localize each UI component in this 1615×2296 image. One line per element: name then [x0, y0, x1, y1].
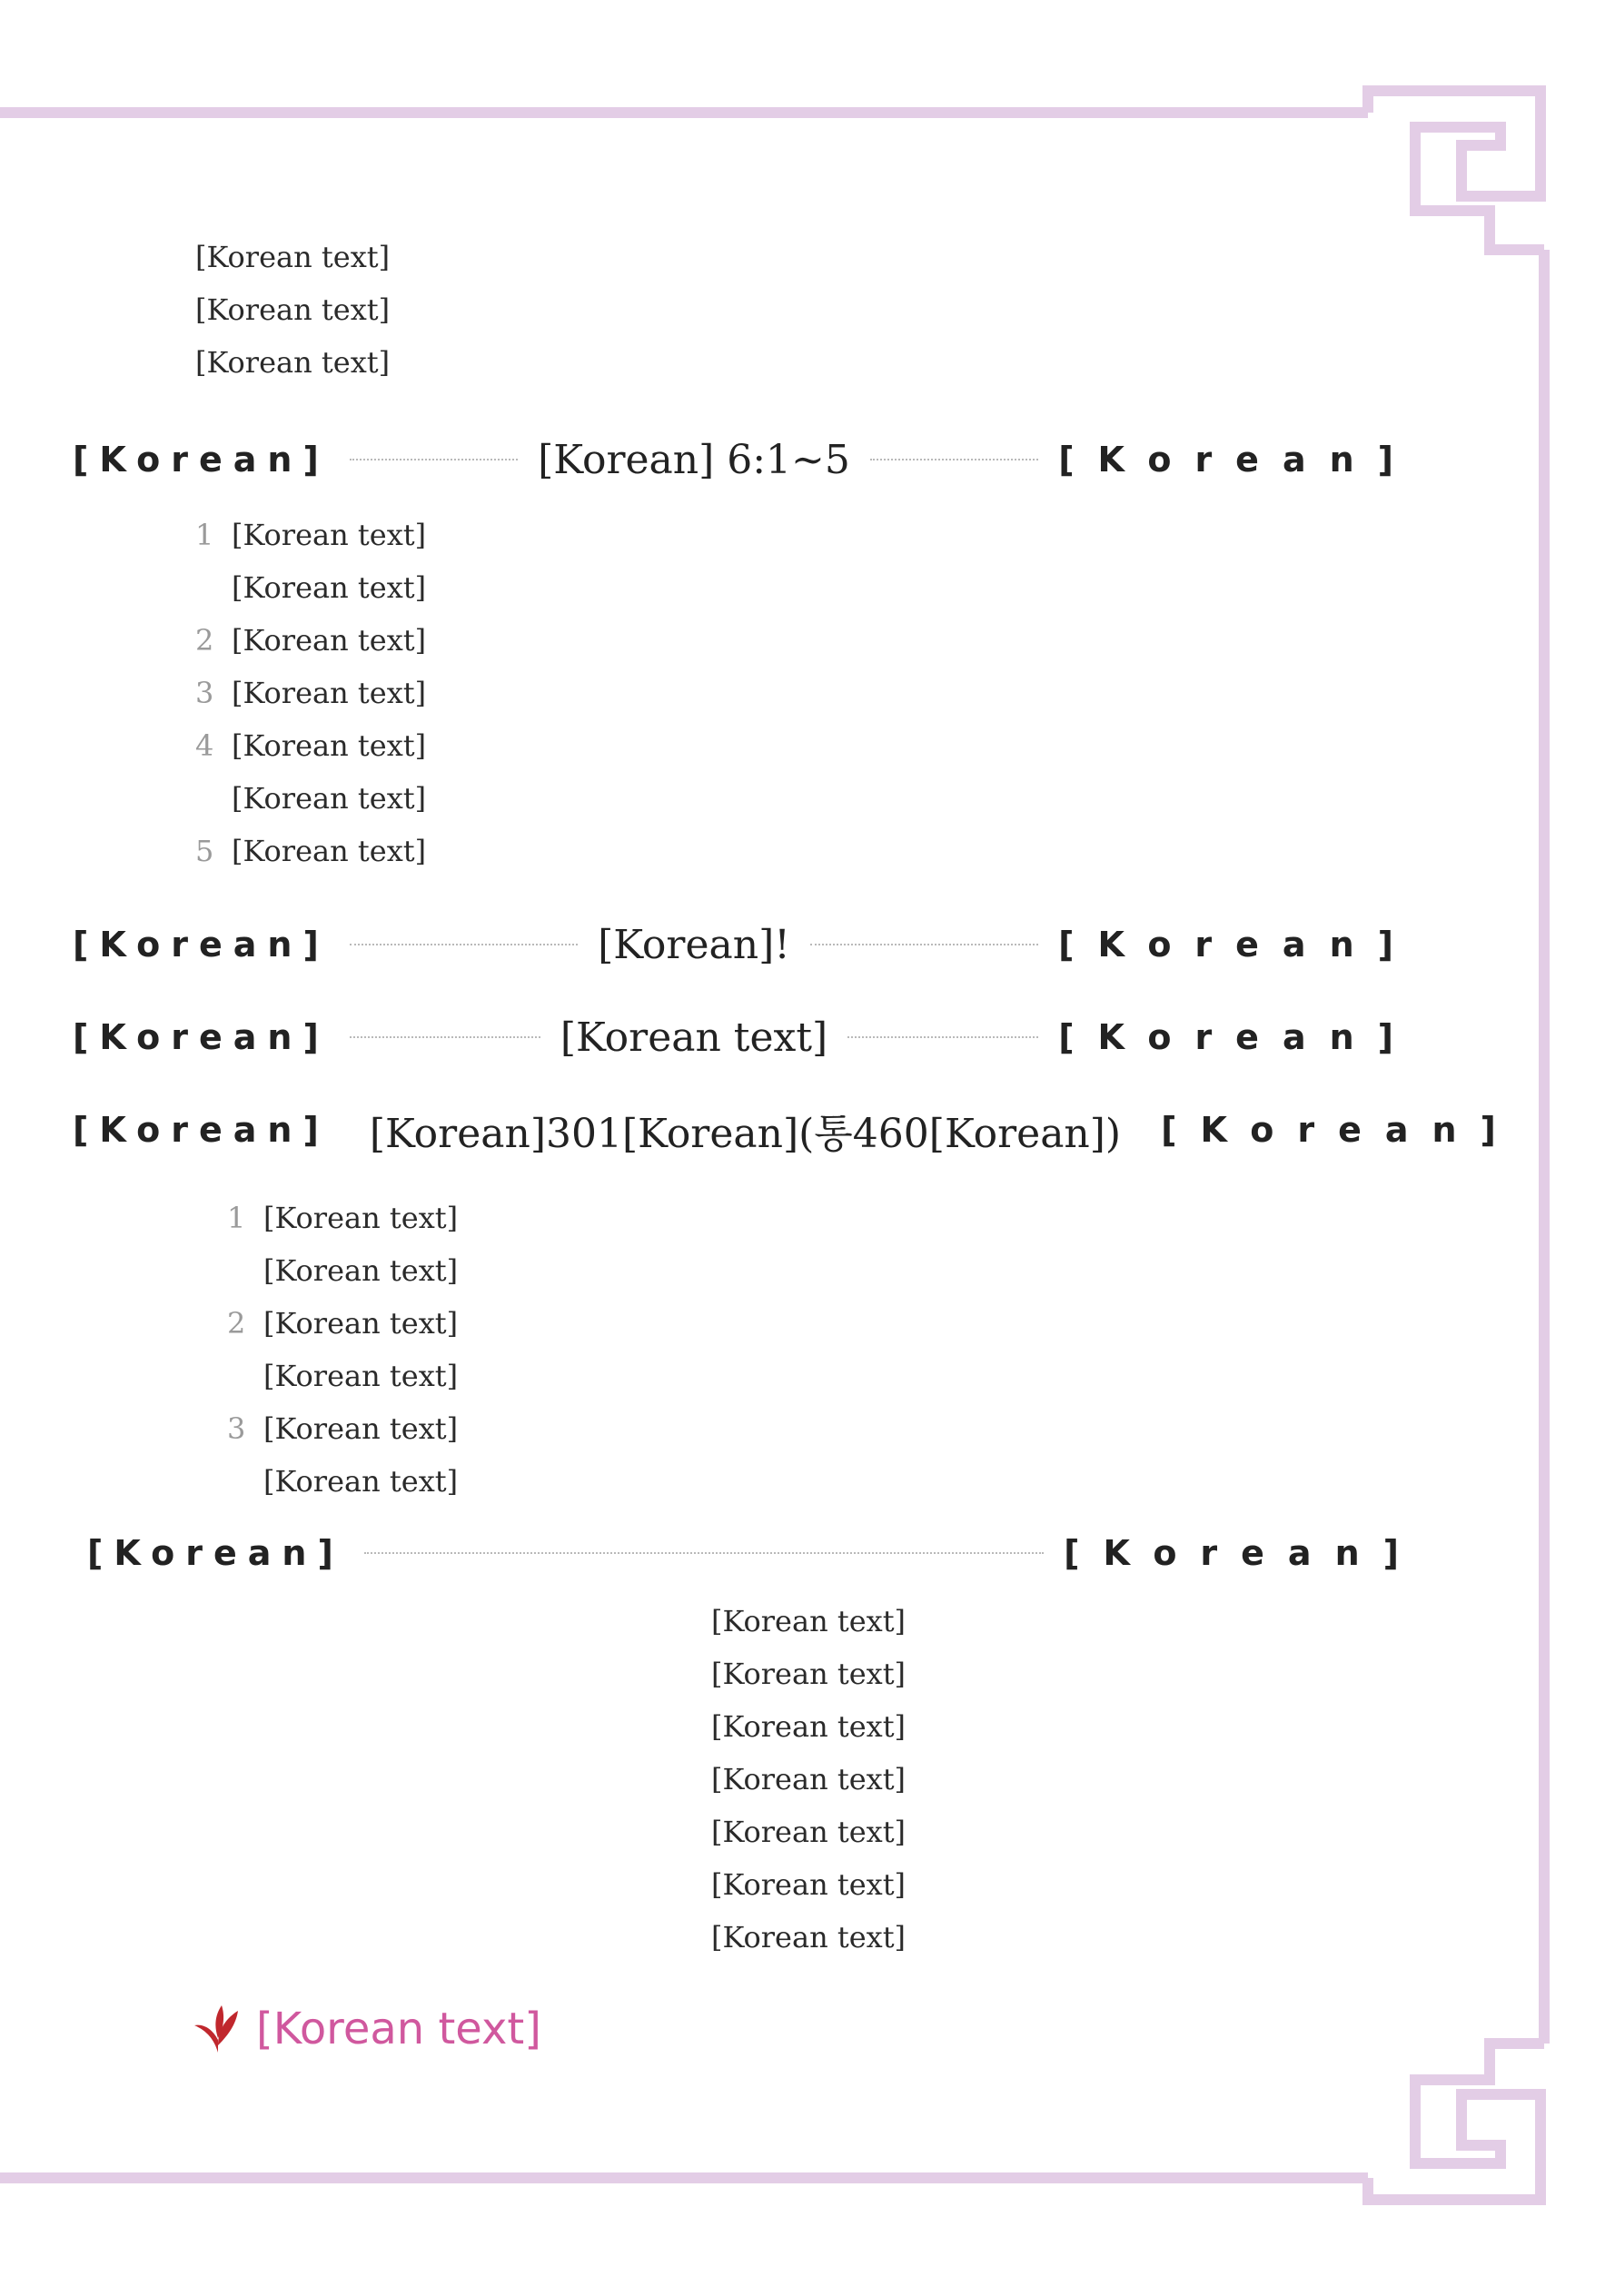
hymn-lyrics [227, 1192, 1372, 1508]
verse-line [195, 561, 1340, 614]
section-sharing [73, 1008, 1417, 1066]
section-label: [Korean] [73, 440, 330, 480]
verse-text: [Korean text] [232, 623, 427, 658]
verse-number: 1 [195, 518, 214, 552]
section-leader: [Korean] [1058, 925, 1417, 965]
hymn-text: [Korean text] [263, 1253, 459, 1288]
section-scripture-reading [73, 430, 1417, 489]
section-sermon [73, 915, 1417, 974]
hymn-line [227, 1455, 1372, 1508]
verse-text: [Korean text] [232, 728, 427, 763]
dotted-leader [364, 1552, 1044, 1554]
footer-thanks [191, 2004, 541, 2054]
verse-line [195, 509, 1340, 561]
prayer-line: [Korean text] [710, 1762, 907, 1796]
stanza-number: 3 [227, 1411, 246, 1446]
verse-line [195, 667, 1340, 719]
verse-number: 2 [195, 623, 214, 658]
hymn-line [227, 1192, 1372, 1244]
hymn-text: [Korean text] [263, 1306, 459, 1341]
dotted-leader [810, 944, 1038, 945]
hymn-line [227, 1297, 1372, 1350]
hymn-text: [Korean text] [263, 1359, 459, 1393]
verse-line [195, 825, 1340, 877]
prayer-line: [Korean text] [710, 1815, 907, 1849]
dotted-leader [870, 459, 1038, 460]
verse-text: [Korean text] [232, 570, 427, 605]
scripture-passage [195, 509, 1340, 877]
footer-message: [Korean text] [256, 2004, 541, 2054]
hymn-text: [Korean text] [263, 1201, 459, 1235]
verse-line [195, 614, 1340, 667]
prayer-line: [Korean text] [710, 1920, 907, 1955]
verse-number: 3 [195, 676, 214, 710]
intro-prayer [195, 231, 1331, 389]
verse-line [195, 719, 1340, 772]
section-label: [Korean] [73, 925, 330, 965]
section-label: [Korean] [87, 1533, 344, 1573]
hymn-text: [Korean text] [263, 1411, 459, 1446]
dotted-leader [350, 459, 518, 460]
verse-text: [Korean text] [232, 676, 427, 710]
section-leader: [Korean] [1064, 1533, 1422, 1573]
intro-line: [Korean text] [195, 292, 391, 327]
section-label: [Korean] [73, 1017, 330, 1057]
leaf-icon [191, 2004, 243, 2054]
hymn-line [227, 1402, 1372, 1455]
verse-number: 5 [195, 834, 214, 868]
section-leader: [Korean] [1058, 1017, 1418, 1057]
section-label: [Korean] [73, 1110, 330, 1150]
section-leader: [Korean] [1161, 1110, 1520, 1150]
section-title: [Korean] 6:1~5 [538, 436, 850, 483]
verse-text: [Korean text] [232, 518, 427, 552]
verse-text: [Korean text] [232, 834, 427, 868]
verse-line [195, 772, 1340, 825]
prayer-line: [Korean text] [710, 1867, 907, 1902]
lords-prayer-text [182, 1595, 1435, 1964]
hymn-line [227, 1350, 1372, 1402]
dotted-leader [350, 944, 578, 945]
intro-line: [Korean text] [195, 345, 391, 380]
section-leader: [Korean] [1058, 440, 1418, 480]
intro-line: [Korean text] [195, 240, 391, 274]
verse-text: [Korean text] [232, 781, 427, 816]
stanza-number: 2 [227, 1306, 246, 1341]
stanza-number: 1 [227, 1201, 246, 1235]
section-title: [Korean text] [560, 1014, 828, 1061]
hymn-text: [Korean text] [263, 1464, 459, 1499]
section-hymn [73, 1101, 1520, 1159]
section-title: [Korean]301[Korean](통460[Korean]) [369, 1111, 1122, 1157]
prayer-line: [Korean text] [710, 1604, 907, 1638]
section-title: [Korean]! [598, 921, 790, 968]
section-lords-prayer [87, 1524, 1422, 1582]
dotted-leader [847, 1036, 1038, 1038]
verse-number: 4 [195, 728, 214, 763]
prayer-line: [Korean text] [710, 1657, 907, 1691]
prayer-line: [Korean text] [710, 1709, 907, 1744]
hymn-line [227, 1244, 1372, 1297]
dotted-leader [350, 1036, 540, 1038]
